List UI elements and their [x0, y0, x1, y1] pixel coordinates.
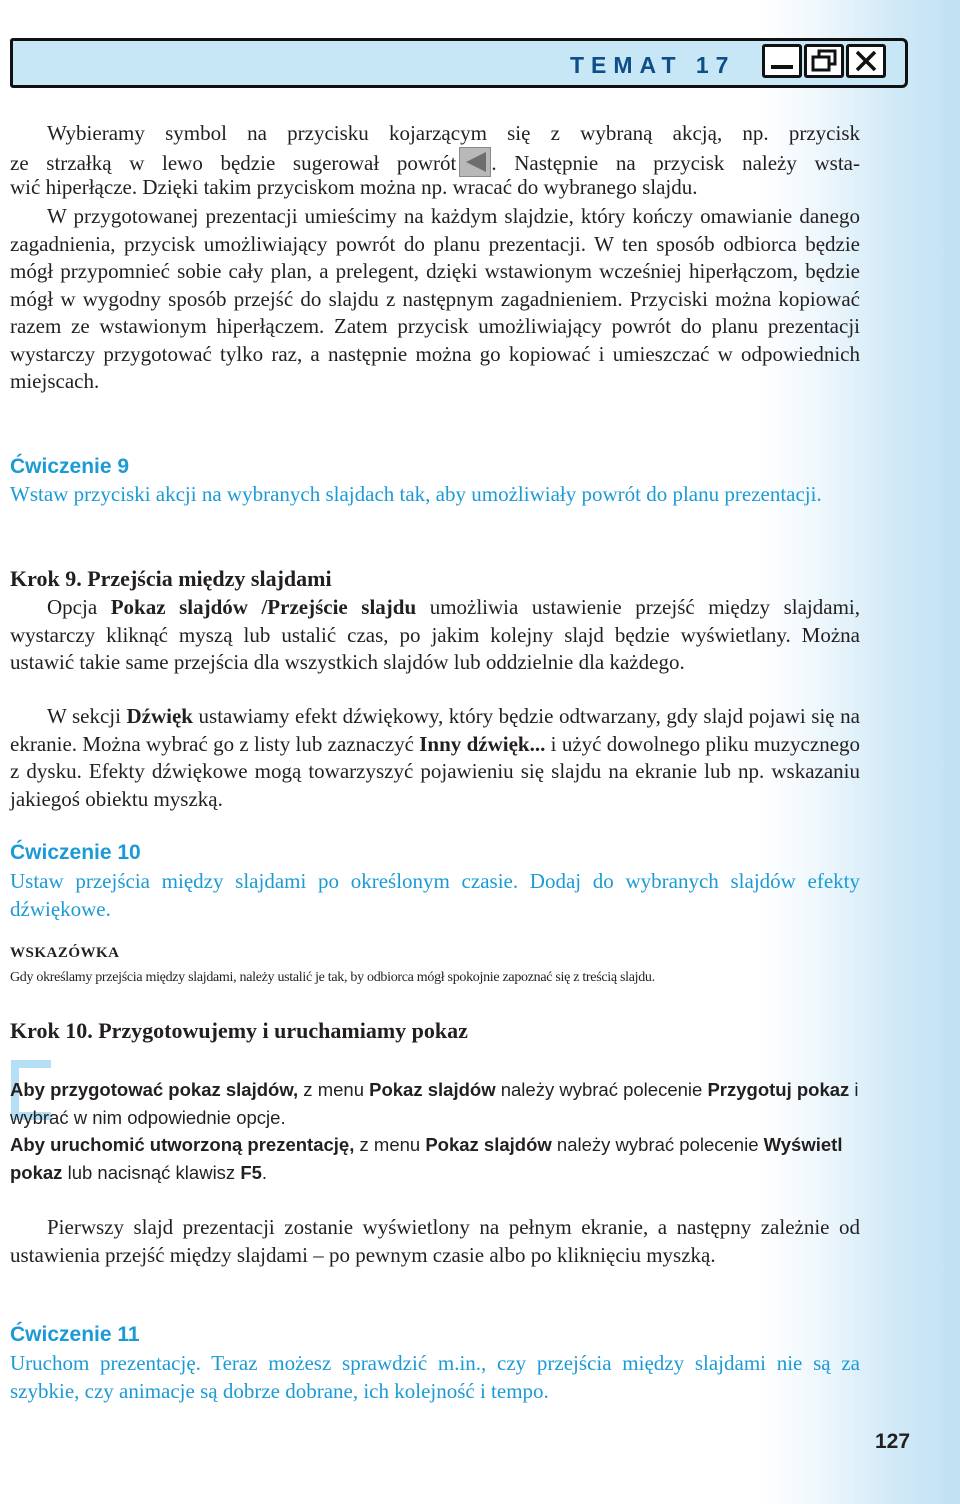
instruction-bold: Aby uruchomić utworzoną prezentację,: [10, 1134, 355, 1155]
option-name: Inny dźwięk...: [419, 731, 546, 756]
instruction-paragraph: [10, 1076, 860, 1131]
body-text: ze strzałką w lewo będzie sugerował powrót: [10, 151, 457, 175]
close-icon: [846, 44, 886, 78]
instruction-text: .: [261, 1161, 268, 1183]
command-name: Wyświetl pokaz: [10, 1134, 843, 1183]
instruction-text: należy wybrać polecenie: [551, 1134, 764, 1155]
command-name: Przygotuj pokaz: [707, 1079, 850, 1100]
body-paragraph: [10, 703, 860, 813]
key-name: F5: [240, 1161, 262, 1183]
option-name: Dźwięk: [126, 704, 193, 728]
body-paragraph: Pierwszy slajd prezentacji zostanie wyświetlony na pełnym ekranie, a następny zależnie od ustawienia przejść między slajdami – po pewnym czasie albo po kliknięciu myszką.: [10, 1215, 860, 1267]
back-arrow-button-icon: [459, 147, 491, 177]
hint-heading: WSKAZÓWKA: [10, 945, 120, 961]
exercise-text: Ustaw przejścia między slajdami po określonym czasie. Dodaj do wybranych slajdów efekty dźwiękowe.: [10, 869, 860, 921]
instruction-bold: Aby przygotować pokaz slajdów,: [10, 1079, 299, 1100]
exercise-heading: Ćwiczenie 10: [10, 841, 141, 864]
body-line: Wybieramy symbol na przycisku kojarzącym się z wybraną akcją, np. przycisk: [47, 121, 860, 145]
page-number: 127: [875, 1430, 911, 1453]
body-text: umożliwia ustawienie przejść między slajdami, wystarczy kliknąć myszą lub ustalić czas, po jakim kolejny slajd będzie wyświetlany. Można ustawić takie same przejścia dla wszystkich slajdów lub oddzielnie dla każdego.: [10, 595, 860, 674]
body-paragraph: [10, 594, 860, 677]
instruction-text: z menu: [298, 1079, 370, 1100]
exercise-text: Uruchom prezentację. Teraz możesz sprawdzić m.in., czy przejścia między slajdami nie są za szybkie, czy animacje są dobrze dobrane, ich kolejność i tempo.: [10, 1351, 860, 1403]
hint-text: Gdy określamy przejścia między slajdami, należy ustalić je tak, by odbiorca mógł spokojnie zapoznać się z treścią slajdu.: [10, 970, 655, 985]
menu-name: Pokaz slajdów: [369, 1079, 496, 1100]
body-text: ustawiamy efekt dźwiękowy, który będzie odtwarzany, gdy slajd pojawi się na ekranie. Można wybrać go z listy lub zaznaczyć: [10, 704, 860, 756]
body-paragraph: W przygotowanej prezentacji umieścimy na każdym slajdzie, który kończy omawianie danego zagadnienia, przycisk umożliwiający powrót do planu prezentacji. W ten sposób odbiorca będzie mógł przypomnieć sobie cały plan, a prelegent, dzięki wstawionym wcześniej hiperłączom, będzie mógł w wygodny sposób przejść do slajdu z następnym zagadnieniem. Przyciski można kopiować razem ze wstawionym hiperłączem. Zatem przycisk umożliwiający powrót do planu prezentacji wystarczy przygotować tylko raz, a następnie można go kopiować i umieszczać w odpowiednich miejscach.: [10, 204, 860, 393]
menu-path: Pokaz slajdów /Przejście slajdu: [110, 595, 417, 619]
body-text: W sekcji: [47, 704, 127, 728]
instruction-text: lub nacisnąć klawisz: [62, 1161, 241, 1183]
instruction-text: należy wybrać polecenie: [495, 1079, 708, 1100]
step-heading: Krok 9. Przejścia między slajdami: [10, 566, 332, 591]
instruction-text: z menu: [354, 1134, 426, 1155]
body-line-with-icon: [10, 147, 860, 178]
maximize-icon: [804, 44, 844, 78]
body-line: wić hiperłącze. Dzięki takim przyciskom można np. wracać do wybranego slajdu.: [10, 175, 698, 199]
body-text: . Następnie na przycisk należy wsta-: [491, 151, 860, 175]
step-heading: Krok 10. Przygotowujemy i uruchamiamy pokaz: [10, 1018, 468, 1043]
exercise-heading: Ćwiczenie 11: [10, 1323, 140, 1346]
minimize-icon: [762, 44, 802, 78]
menu-name: Pokaz slajdów: [425, 1134, 552, 1155]
body-text: Opcja: [47, 595, 111, 619]
exercise-heading: Ćwiczenie 9: [10, 455, 130, 478]
instruction-text: i wybrać w nim odpowiednie opcje.: [10, 1079, 859, 1128]
chapter-title: TEMAT 17: [570, 52, 736, 78]
instruction-paragraph: [10, 1131, 860, 1186]
body-text: i użyć dowolnego pliku muzycznego z dysku. Efekty dźwiękowe mogą towarzyszyć pojawieniu się slajdu na ekranie lub np. wskazaniu jakiegoś obiektu myszką.: [10, 731, 861, 811]
exercise-text: Wstaw przyciski akcji na wybranych slajdach tak, aby umożliwiały powrót do planu prezentacji.: [10, 482, 822, 506]
